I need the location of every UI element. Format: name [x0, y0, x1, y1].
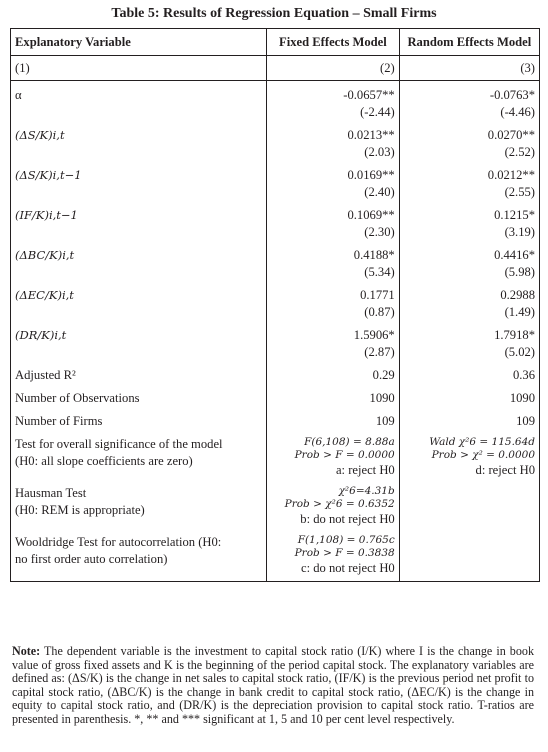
coef-label: (ΔS/K)i,t	[11, 121, 267, 161]
header-fixed-effects: Fixed Effects Model	[267, 29, 400, 56]
fe-coef: 0.1771	[360, 288, 395, 302]
table-title: Table 5: Results of Regression Equation – Small Firms	[111, 6, 437, 21]
coef-row-dbc-k	[11, 241, 540, 281]
hausman-statistic: χ²6=4.31b	[338, 485, 395, 497]
re-tstat: (2.55)	[504, 185, 535, 199]
coef-label: α	[11, 81, 267, 122]
wooldridge-hypothesis: no first order auto correlation)	[15, 552, 168, 566]
fe-overall-decision: a: reject H0	[335, 463, 395, 477]
fe-coef: 0.0169**	[347, 168, 395, 182]
col-number-1: (1)	[11, 56, 267, 81]
coef-label: (DR/K)i,t	[11, 321, 267, 361]
stat-row-firms	[11, 407, 540, 430]
re-stat-value: 0.36	[399, 361, 539, 384]
col-number-3: (3)	[399, 56, 539, 81]
hausman-hypothesis: (H0: REM is appropriate)	[15, 503, 145, 517]
fe-stat-value: 0.29	[267, 361, 400, 384]
fe-coef: 0.4188*	[353, 248, 395, 262]
fe-stat-value: 109	[267, 407, 400, 430]
fe-coef: 1.5906*	[353, 328, 395, 342]
wooldridge-row	[11, 528, 540, 582]
wooldridge-probability: Prob > F = 0.3838	[294, 547, 395, 559]
note-text: The dependent variable is the investment to capital stock ratio (I/K) where I is the change in book value of gross fixed assets and K is the beginning of the period capital stock. The explanatory variables are defined as: (ΔS/K) is the change in net sales to capital stock ratio, (IF/K) is the previous period net profit to capital stock ratio, (ΔBC/K) is the change in bank credit to capital stock ratio, (ΔEC/K) is the change in equity to capital stock ratio, and (DR/K) is the depreciation provision to capital stock ratio. T-ratios are presented in parenthesis. *, ** and *** significant at 1, 5 and 10 per cent level respectively.	[12, 644, 534, 726]
fe-coef: -0.0657**	[343, 88, 395, 102]
coef-row-ds-k	[11, 121, 540, 161]
coef-label: (ΔBC/K)i,t	[11, 241, 267, 281]
re-tstat: (3.19)	[504, 225, 535, 239]
re-coef: 0.1215*	[494, 208, 535, 222]
re-wald-probability: Prob > χ² = 0.0000	[431, 449, 535, 461]
overall-significance-row	[11, 430, 540, 479]
overall-test-label: Test for overall significance of the model	[15, 437, 223, 451]
stat-label: Number of Observations	[11, 384, 267, 407]
coef-row-ds-k-lag	[11, 161, 540, 201]
re-tstat: (5.02)	[504, 345, 535, 359]
coef-label: (ΔS/K)i,t−1	[11, 161, 267, 201]
stat-label: Adjusted R²	[11, 361, 267, 384]
re-tstat: (2.52)	[504, 145, 535, 159]
header-random-effects: Random Effects Model	[399, 29, 539, 56]
hausman-probability: Prob > χ²6 = 0.6352	[284, 498, 395, 510]
re-coef: -0.0763*	[489, 88, 535, 102]
hausman-label: Hausman Test	[15, 486, 87, 500]
regression-table	[10, 28, 540, 582]
fe-tstat: (2.30)	[364, 225, 395, 239]
re-stat-value: 1090	[399, 384, 539, 407]
column-number-row	[11, 56, 540, 81]
coef-label: (ΔEC/K)i,t	[11, 281, 267, 321]
hausman-row	[11, 479, 540, 528]
fe-tstat: (2.40)	[364, 185, 395, 199]
re-tstat: (-4.46)	[500, 105, 535, 119]
wooldridge-label: Wooldridge Test for autocorrelation (H0:	[15, 535, 222, 549]
re-coef: 1.7918*	[494, 328, 535, 342]
overall-test-hypothesis: (H0: all slope coefficients are zero)	[15, 454, 193, 468]
re-coef: 0.0270**	[487, 128, 535, 142]
re-coef: 0.2988	[500, 288, 535, 302]
re-coef: 0.4416*	[494, 248, 535, 262]
stat-row-observations	[11, 384, 540, 407]
re-tstat: (5.98)	[504, 265, 535, 279]
coef-row-dec-k	[11, 281, 540, 321]
fe-stat-value: 1090	[267, 384, 400, 407]
re-coef: 0.0212**	[487, 168, 535, 182]
stat-row-adjusted-r2	[11, 361, 540, 384]
fe-tstat: (-2.44)	[360, 105, 395, 119]
re-tstat: (1.49)	[504, 305, 535, 319]
fe-coef: 0.1069**	[347, 208, 395, 222]
header-explanatory-variable: Explanatory Variable	[11, 29, 267, 56]
re-overall-decision: d: reject H0	[475, 463, 535, 477]
coef-label: (IF/K)i,t−1	[11, 201, 267, 241]
wooldridge-decision: c: do not reject H0	[300, 561, 395, 575]
fe-tstat: (5.34)	[364, 265, 395, 279]
hausman-decision: b: do not reject H0	[300, 512, 395, 526]
note-lead: Note:	[12, 644, 41, 658]
fe-tstat: (2.03)	[364, 145, 395, 159]
wooldridge-statistic: F(1,108) = 0.765c	[297, 534, 395, 546]
coef-row-dr-k	[11, 321, 540, 361]
header-row	[11, 29, 540, 56]
re-wald-statistic: Wald χ²6 = 115.64d	[429, 436, 535, 448]
fe-coef: 0.0213**	[347, 128, 395, 142]
re-stat-value: 109	[399, 407, 539, 430]
fe-tstat: (2.87)	[364, 345, 395, 359]
fe-f-probability: Prob > F = 0.0000	[294, 449, 395, 461]
coef-row-alpha	[11, 81, 540, 122]
coef-row-if-k-lag	[11, 201, 540, 241]
stat-label: Number of Firms	[11, 407, 267, 430]
fe-tstat: (0.87)	[364, 305, 395, 319]
fe-f-statistic: F(6,108) = 8.88a	[304, 436, 395, 448]
col-number-2: (2)	[267, 56, 400, 81]
table-note	[12, 645, 534, 727]
